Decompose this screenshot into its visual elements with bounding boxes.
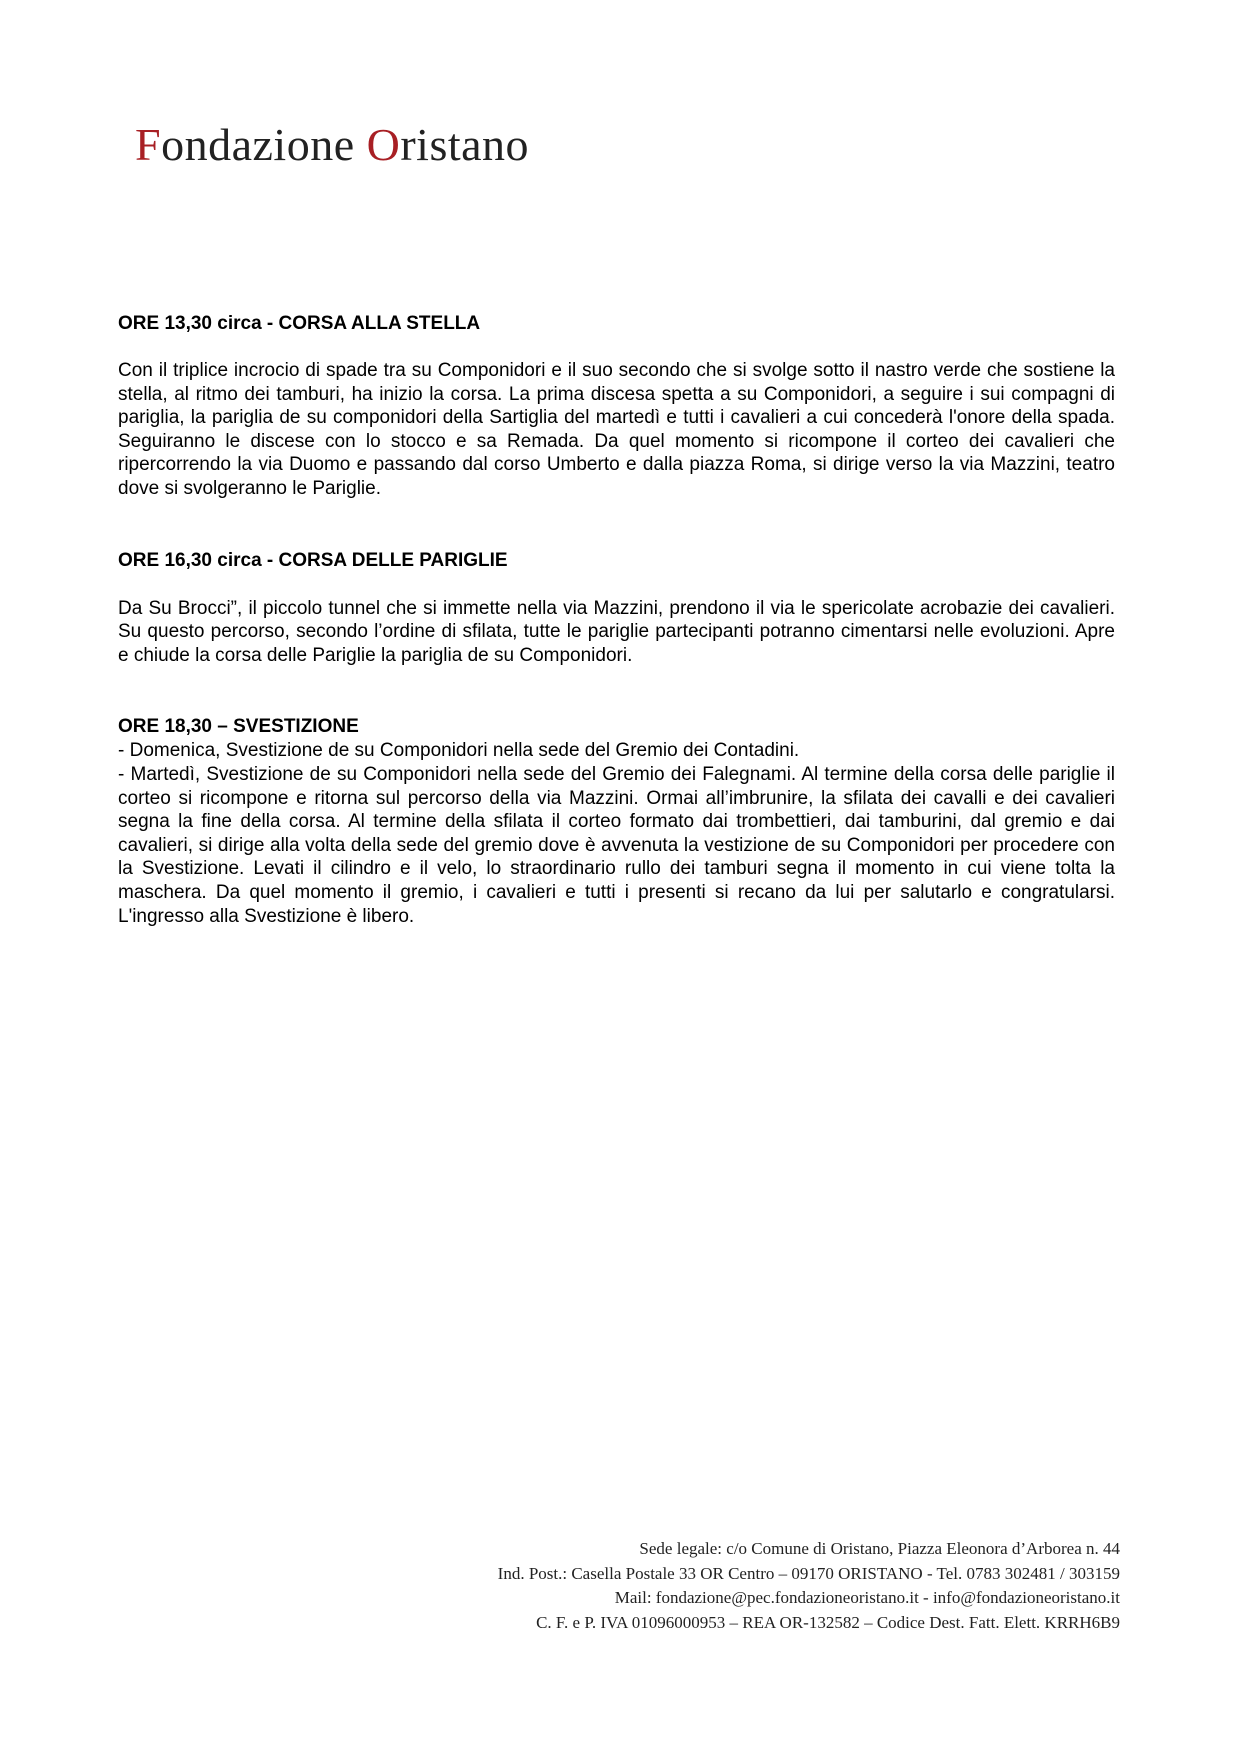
logo-initial-o: O [366, 119, 401, 170]
section-paragraph: Da Su Brocci”, il piccolo tunnel che si immette nella via Mazzini, prendono il via le spericolate acrobazie dei cavalieri. Su questo percorso, secondo l’ordine di sfilata, tutte le pariglie partecipanti potranno cimentarsi nelle evoluzioni. Apre e chiude la corsa delle Pariglie la pariglia de su Componidori. [118, 597, 1115, 666]
svestizione-domenica-line: - Domenica, Svestizione de su Componidori nella sede del Gremio dei Contadini. [118, 740, 800, 762]
section-heading: ORE 13,30 circa - CORSA ALLA STELLA [118, 313, 481, 334]
section-corsa-delle-pariglie [118, 549, 1115, 668]
section-heading: ORE 18,30 – SVESTIZIONE [118, 716, 359, 738]
logo-initial-f: F [135, 119, 162, 170]
logo-text-ondazione: ondazione [161, 119, 367, 170]
logo-text-ristano: ristano [400, 119, 530, 170]
footer-tax-line: C. F. e P. IVA 01096000953 – REA OR-132582 – Codice Dest. Fatt. Elett. KRRH6B9 [536, 1612, 1120, 1632]
footer-mail-line: Mail: fondazione@pec.fondazioneoristano.it - info@fondazioneoristano.it [614, 1588, 1120, 1607]
section-paragraph: Con il triplice incrocio di spade tra su Componidori e il suo secondo che si svolge sotto il nastro verde che sostiene la stella, al ritmo dei tamburi, ha inizio la corsa. La prima discesa spetta a su Componidori, a seguire i sui compagni di pariglia, la pariglia de su componidori della Sartiglia del martedì e tutti i cavalieri a cui concederà l'onore della spada. Seguiranno le discese con lo stocco e sa Remada. Da quel momento si ricompone il corteo dei cavalieri che ripercorrendo la via Duomo e passando dal corso Umberto e dalla piazza Roma, si dirige verso la via Mazzini, teatro dove si svolgeranno le Pariglie. [118, 360, 1115, 499]
fondazione-oristano-logo [135, 118, 529, 171]
document-body [118, 312, 1115, 928]
section-svestizione [118, 715, 1115, 928]
svestizione-martedi-paragraph: - Martedì, Svestizione de su Componidori nella sede del Gremio dei Falegnami. Al termine della corsa delle pariglie il corteo si ricompone e ritorna sul percorso della via Mazzini. Ormai all’imbrunire, la sfilata dei cavalli e dei cavalieri segna la fine della corsa. Al termine della sfilata il corteo formato dai trombettieri, dai tamburini, dal gremio e dai cavalieri, si dirige alla volta della sede del gremio dove è avvenuta la vestizione de su Componidori per procedere con la Svestizione. Levati il cilindro e il velo, lo straordinario rullo dei tamburi segna il momento in cui viene tolta la maschera. Da quel momento il gremio, i cavalieri e tutti i presenti si recano da lui per salutarlo e congratularsi. L'ingresso alla Svestizione è libero. [118, 763, 1115, 927]
letterhead-footer [498, 1537, 1120, 1635]
section-heading: ORE 16,30 circa - CORSA DELLE PARIGLIE [118, 549, 508, 571]
footer-postal-line: Ind. Post.: Casella Postale 33 OR Centro – 09170 ORISTANO - Tel. 0783 302481 / 303159 [497, 1563, 1120, 1583]
section-corsa-alla-stella [118, 312, 1115, 501]
footer-address-line: Sede legale: c/o Comune di Oristano, Piazza Eleonora d’Arborea n. 44 [639, 1539, 1120, 1558]
